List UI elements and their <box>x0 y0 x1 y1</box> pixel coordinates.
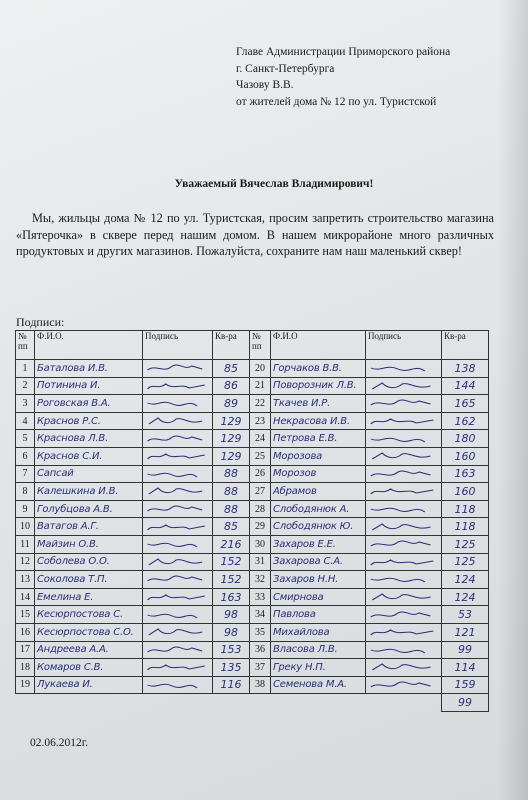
signer-name: Власова Л.В. <box>271 641 366 659</box>
signer-name: Абрамов <box>271 483 366 501</box>
header-sign: Подпись <box>143 331 213 360</box>
apartment-number: 129 <box>213 412 250 430</box>
row-number: 21 <box>250 377 271 395</box>
row-number: 28 <box>250 500 271 518</box>
signature-mark <box>366 447 442 465</box>
signature-mark <box>143 606 213 624</box>
row-number: 30 <box>250 535 271 553</box>
signature-mark <box>366 553 442 571</box>
table-row <box>16 641 489 659</box>
signer-name: Греку Н.П. <box>271 659 366 677</box>
signature-mark <box>143 447 213 465</box>
signature-mark <box>366 518 442 536</box>
row-number: 36 <box>250 641 271 659</box>
table-row <box>16 623 489 641</box>
table-row <box>16 377 489 395</box>
row-number: 13 <box>16 571 35 589</box>
apartment-number: 85 <box>213 360 250 378</box>
signer-name: Семенова М.А. <box>271 676 366 694</box>
apartment-number: 125 <box>442 553 489 571</box>
apartment-number: 216 <box>213 535 250 553</box>
signature-mark <box>366 412 442 430</box>
signer-name: Поворозник Л.В. <box>271 377 366 395</box>
signer-name: Горчаков В.В. <box>271 360 366 378</box>
signer-name: Майзин О.В. <box>35 535 143 553</box>
apartment-number: 144 <box>442 377 489 395</box>
apartment-number: 125 <box>442 535 489 553</box>
signature-mark <box>143 500 213 518</box>
signature-mark <box>366 360 442 378</box>
signer-name: Захаров Н.Н. <box>271 571 366 589</box>
apartment-number: 165 <box>442 395 489 413</box>
signature-mark <box>143 483 213 501</box>
table-row <box>16 395 489 413</box>
apartment-number: 88 <box>213 500 250 518</box>
signature-mark <box>366 377 442 395</box>
signer-name: Роговская В.А. <box>35 395 143 413</box>
apartment-number: 124 <box>442 588 489 606</box>
row-number: 11 <box>16 535 35 553</box>
header-apt: Кв-ра <box>442 331 489 360</box>
table-row <box>16 447 489 465</box>
row-number: 33 <box>250 588 271 606</box>
signer-name: Соболева О.О. <box>35 553 143 571</box>
signer-name: Краснов С.И. <box>35 447 143 465</box>
addressee-line: от жителей дома № 12 по ул. Туристской <box>236 95 437 108</box>
table-row <box>16 694 489 712</box>
table-row <box>16 500 489 518</box>
row-number: 3 <box>16 395 35 413</box>
apartment-number: 98 <box>213 606 250 624</box>
header-num: № пп <box>250 331 271 360</box>
signature-mark <box>366 659 442 677</box>
apartment-number: 89 <box>213 395 250 413</box>
signature-mark <box>143 518 213 536</box>
signature-mark <box>366 500 442 518</box>
signature-mark <box>366 571 442 589</box>
signature-mark <box>366 465 442 483</box>
signer-name: Ватагов А.Г. <box>35 518 143 536</box>
addressee-line: Главе Администрации Приморского района <box>236 46 451 58</box>
signer-name: Ткачев И.Р. <box>271 395 366 413</box>
header-name: Ф.И.О. <box>35 331 143 360</box>
row-number: 19 <box>16 676 35 694</box>
apartment-number: 129 <box>213 447 250 465</box>
header-sign: Подпись <box>366 331 442 360</box>
signature-mark <box>366 623 442 641</box>
row-number: 26 <box>250 465 271 483</box>
signer-name: Калешкина И.В. <box>35 483 143 501</box>
row-number: 14 <box>16 588 35 606</box>
table-row <box>16 553 489 571</box>
signature-mark <box>143 571 213 589</box>
apartment-number: 152 <box>213 553 250 571</box>
signer-name: Захаров Е.Е. <box>271 535 366 553</box>
signer-name: Комаров С.В. <box>35 659 143 677</box>
signature-mark <box>366 535 442 553</box>
apartment-number: 163 <box>213 588 250 606</box>
apartment-number: 135 <box>213 659 250 677</box>
apartment-number: 162 <box>442 412 489 430</box>
apartment-number: 129 <box>213 430 250 448</box>
row-number: 31 <box>250 553 271 571</box>
signer-name: Потинина И. <box>35 377 143 395</box>
signature-mark <box>366 641 442 659</box>
apartment-number: 116 <box>213 676 250 694</box>
apartment-number: 86 <box>213 377 250 395</box>
header-num: № пп <box>16 331 35 360</box>
apartment-number: 163 <box>442 465 489 483</box>
row-number: 38 <box>250 676 271 694</box>
signer-name: Петрова Е.В. <box>271 430 366 448</box>
row-number: 2 <box>16 377 35 395</box>
signer-name: Кесюрпостова С.О. <box>35 623 143 641</box>
empty-cell <box>16 694 442 712</box>
signature-mark <box>143 412 213 430</box>
header-name: Ф.И.О <box>271 331 366 360</box>
addressee-line: Чазову В.В. <box>236 79 294 91</box>
apartment-number: 160 <box>442 483 489 501</box>
row-number: 29 <box>250 518 271 536</box>
apartment-number: 99 <box>442 641 489 659</box>
signatures-label: Подписи: <box>16 315 65 329</box>
row-number: 15 <box>16 606 35 624</box>
signer-name: Емелина Е. <box>35 588 143 606</box>
table-row <box>16 465 489 483</box>
signature-mark <box>143 659 213 677</box>
apartment-number: 159 <box>442 676 489 694</box>
row-number: 16 <box>16 623 35 641</box>
signer-name: Лукаева И. <box>35 676 143 694</box>
table-row <box>16 430 489 448</box>
document-date: 02.06.2012г. <box>30 737 89 749</box>
apartment-number: 118 <box>442 500 489 518</box>
row-number: 22 <box>250 395 271 413</box>
row-number: 24 <box>250 430 271 448</box>
row-number: 4 <box>16 412 35 430</box>
apartment-number: 53 <box>442 606 489 624</box>
signature-mark <box>366 606 442 624</box>
signer-name: Некрасова И.В. <box>271 412 366 430</box>
apartment-number: 98 <box>213 623 250 641</box>
signer-name: Слободянюк Ю. <box>271 518 366 536</box>
apartment-number: 114 <box>442 659 489 677</box>
apartment-number: 99 <box>442 694 489 712</box>
table-row <box>16 535 489 553</box>
signature-mark <box>366 395 442 413</box>
signature-mark <box>143 676 213 694</box>
apartment-number: 124 <box>442 571 489 589</box>
signature-table <box>15 330 489 712</box>
page-shadow <box>498 0 528 800</box>
signature-mark <box>366 588 442 606</box>
signature-mark <box>143 535 213 553</box>
apartment-number: 138 <box>442 360 489 378</box>
row-number: 1 <box>16 360 35 378</box>
signer-name: Андреева А.А. <box>35 641 143 659</box>
signer-name: Слободянюк А. <box>271 500 366 518</box>
signer-name: Захарова С.А. <box>271 553 366 571</box>
signature-mark <box>143 395 213 413</box>
row-number: 7 <box>16 465 35 483</box>
header-apt: Кв-ра <box>213 331 250 360</box>
table-header-row <box>16 331 489 360</box>
signature-mark <box>143 553 213 571</box>
row-number: 34 <box>250 606 271 624</box>
signer-name: Краснова Л.В. <box>35 430 143 448</box>
row-number: 18 <box>16 659 35 677</box>
apartment-number: 88 <box>213 465 250 483</box>
apartment-number: 153 <box>213 641 250 659</box>
signer-name: Морозова <box>271 447 366 465</box>
row-number: 32 <box>250 571 271 589</box>
row-number: 5 <box>16 430 35 448</box>
signature-mark <box>143 377 213 395</box>
signer-name: Михайлова <box>271 623 366 641</box>
row-number: 25 <box>250 447 271 465</box>
addressee-block <box>236 44 450 110</box>
apartment-number: 160 <box>442 447 489 465</box>
signature-mark <box>366 483 442 501</box>
signer-name: Сапсай <box>35 465 143 483</box>
table-row <box>16 360 489 378</box>
addressee-line: г. Санкт-Петербурга <box>236 62 335 75</box>
row-number: 9 <box>16 500 35 518</box>
row-number: 27 <box>250 483 271 501</box>
signer-name: Кесюрпостова С. <box>35 606 143 624</box>
table-row <box>16 659 489 677</box>
greeting: Уважаемый Вячеслав Владимирович! <box>174 178 374 190</box>
table-row <box>16 483 489 501</box>
signature-mark <box>366 430 442 448</box>
row-number: 12 <box>16 553 35 571</box>
table-row <box>16 676 489 694</box>
table-row <box>16 571 489 589</box>
signer-name: Краснов Р.С. <box>35 412 143 430</box>
signature-mark <box>143 641 213 659</box>
apartment-number: 121 <box>442 623 489 641</box>
row-number: 23 <box>250 412 271 430</box>
petition-text: Мы, жильцы дома № 12 по ул. Туристская, просим запретить строительство магазина «Пятерочка» в сквере перед нашим домом. В нашем микрорайоне много различных продуктовых и других магазинов. Пожалуйста, сохраните нам наш маленький сквер! <box>16 211 494 258</box>
apartment-number: 180 <box>442 430 489 448</box>
signature-mark <box>366 676 442 694</box>
signer-name: Морозов <box>271 465 366 483</box>
row-number: 35 <box>250 623 271 641</box>
signer-name: Голубцова А.В. <box>35 500 143 518</box>
table-row <box>16 412 489 430</box>
row-number: 6 <box>16 447 35 465</box>
signature-mark <box>143 360 213 378</box>
signature-mark <box>143 623 213 641</box>
signer-name: Баталова И.В. <box>35 360 143 378</box>
signature-mark <box>143 430 213 448</box>
apartment-number: 85 <box>213 518 250 536</box>
row-number: 20 <box>250 360 271 378</box>
table-row <box>16 588 489 606</box>
signer-name: Павлова <box>271 606 366 624</box>
table-row <box>16 606 489 624</box>
apartment-number: 88 <box>213 483 250 501</box>
signer-name: Соколова Т.П. <box>35 571 143 589</box>
row-number: 8 <box>16 483 35 501</box>
row-number: 17 <box>16 641 35 659</box>
apartment-number: 118 <box>442 518 489 536</box>
signer-name: Смирнова <box>271 588 366 606</box>
signature-mark <box>143 465 213 483</box>
row-number: 37 <box>250 659 271 677</box>
table-row <box>16 518 489 536</box>
signature-mark <box>143 588 213 606</box>
row-number: 10 <box>16 518 35 536</box>
signature-rows <box>16 360 489 712</box>
apartment-number: 152 <box>213 571 250 589</box>
